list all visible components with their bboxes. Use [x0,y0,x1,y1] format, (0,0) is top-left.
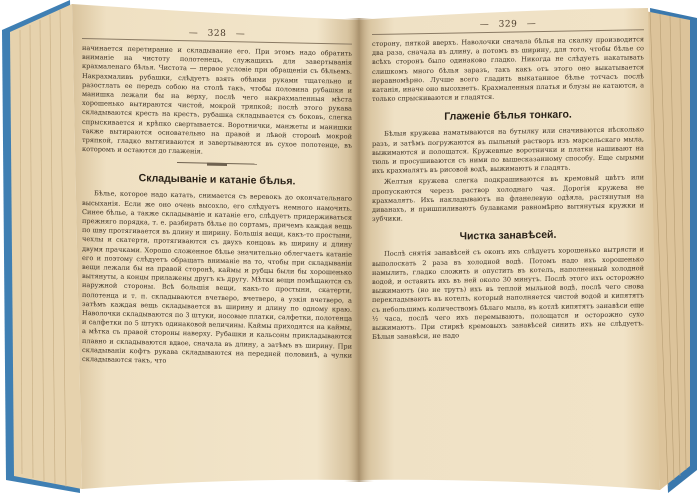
left-section-title: Складываніе и катаніе бѣлья. [138,172,296,188]
right-paragraph-2: Бѣлыя кружева наматываются на бутылку или сначиваются нѣсколько разъ, и затѣмъ погружаются въ пыльный растворъ изъ марсельскаго мыла, выжимаются и полощатся. Кружевные воротнички и платки нашивают на тюль и просушиваются съ ними по вышесказанному способу. Еще сырыми ихъ крахмалятъ въ рисовой водѣ, выжимаютъ и гладятъ. [372,125,644,176]
right-section-title-1: Глаженіе бѣлья тонкаго. [444,108,572,124]
right-paragraph-3: Желтыя кружева слегка подкрашиваются въ кремовый цвѣтъ или пропускаются черезъ раствор холоднаго чая. Дорогія кружева не крахмалятъ. Ихъ накладываютъ на фланелевую одѣяла, растянутыя на диванахъ, и пришпиливаютъ булавками равномѣрно вытянутыя кружки и зубчики. [372,173,644,224]
left-paragraph-1: начинается перетирание и складывание его. При этомъ надо обратить вниманіе на чистоту полотенецъ, служащихъ для завертыванія крахмаленаго бѣлья. Чистота — первое условіе при обращеніи съ бѣльемъ. Накрахмаливъ рубашки, слѣдуетъ взять обѣими руками тщательно и разостлать ее передъ собою на столѣ такъ, чтобы половина рубашки и манишка лежали бы на верху, послѣ чего накрахмаленныя мѣста хорошенько вытираются чистой, мокрой тряпкой; послѣ этого рукава складываются кресть на крестъ, рубашка складывается съ боковъ, слегка спрыскивается и крѣпко свертывается. Воротнички, манжеты и манишки также вытираются основательно на правой и лѣвой сторонѣ мокрой тряпкой, гладко вытягиваются и завертываются въ сухое полотенце, въ которомъ и остаются до глаженія. [82,44,352,156]
right-paragraph-1: сторону, пяткой вверхъ. Наволочки сначала бѣлья на скалку производится два раза, сначала въ длину, а потомъ въ ширину, для того, чтобы бѣлье со всѣхъ сторонъ было одинаково гладко. Никогда не слѣдуетъ накатывать слишкомъ много бѣлья заразъ, такъ какъ отъ этого оно выкатывается неравномѣрно. Лучше всего гладить выкатанное бѣлье тотчасъ послѣ катанія, иначе оно высохнетъ. Крахмаленныя платья и блузы не катаются, а только спрыскиваются и гладятся. [372,35,644,104]
right-paragraph-4: Послѣ снятія занавѣсей съ оконъ ихъ слѣдуетъ хорошенько вытрясти и выполоскать 2 раза въ холодной водѣ. Потомъ надо ихъ хорошенько намылить, гладко сложить и опустить въ котелъ, наполненный холодной водой, и оставить ихъ въ ней около 30 минутъ. Послѣ этого ихъ осторожно выжимаютъ (но не трутъ) ихъ въ теплой мыльной водѣ, послѣ чего снова перекладываютъ въ котелъ, который наполняется чистой водой и кипятятъ съ небольшимъ количествомъ бѣлаго мыла, въ котлѣ кипятятъ занавѣси еще ½ часа, послѣ чего ихъ перемываютъ, полощатся и осторожно сухо выжимаютъ. При стиркѣ кремовыхъ занавѣсей синить ихъ не слѣдуетъ. Бѣлыя занавѣси, не надо [372,245,644,342]
left-paragraph-2: Бѣлье, которое надо катать, снимается съ веревокъ до окончательнаго высыханія. Если же оно очень высохло, его слѣдуетъ немного намочить. Синее бѣлье, а также складываніе и катаніе его, слѣдуетъ придерживаться прежняго порядка, т. е. разбирать бѣлье по сортамъ, причемъ каждая вещь по шву протягивается въ длину и ширину. Большія вещи, какъ-то простыни, чехлы и скатерти, протягиваются съ двухъ концовъ въ ширину и длину двумя прачками. Хорошо сложенное бѣлье значительно облегчаетъ катаніе его и поэтому слѣдуетъ обращать вниманіе на то, чтобы при складываніи вещи лежали бы на правой сторонѣ, каймы и рубцы были бы хорошенько вытянуты, а концы прилажены другъ къ другу. Мѣтки вещи помѣщаются съ наружной стороны. Всѣ большія вещи, какъ-то простыни, скатерти, полотенца и т. п. складываются вчетверо, вчетверо, а узкія вчетверо, а затѣмъ каждая вещь складывается въ ширину и длину по одному краю. Наволочки складываются по 3 штуки, носовые платки, салфетки, полотенца и салфетки по 5 штукъ одинаковой величины. Каймы приходятся на каймы, а мѣтка съ правой стороны наверху. Рубашки и кальсоны прикладываются плавно и складываются вдвое, сначала въ длину, а затѣмъ въ ширину. При складываніи кофтъ рукава складываются на передней половинѣ, а чулки складываются такъ, что [82,189,352,365]
left-folio: — 328 — [188,28,246,40]
left-page-number: 328 [207,28,227,40]
right-folio: — 329 — [479,19,537,31]
left-ornament [177,162,257,167]
right-section-title-2: Чистка занавѣсей. [459,229,557,243]
right-page-number: 329 [498,19,518,30]
right-page-text [372,17,644,462]
left-page-text [82,26,352,472]
